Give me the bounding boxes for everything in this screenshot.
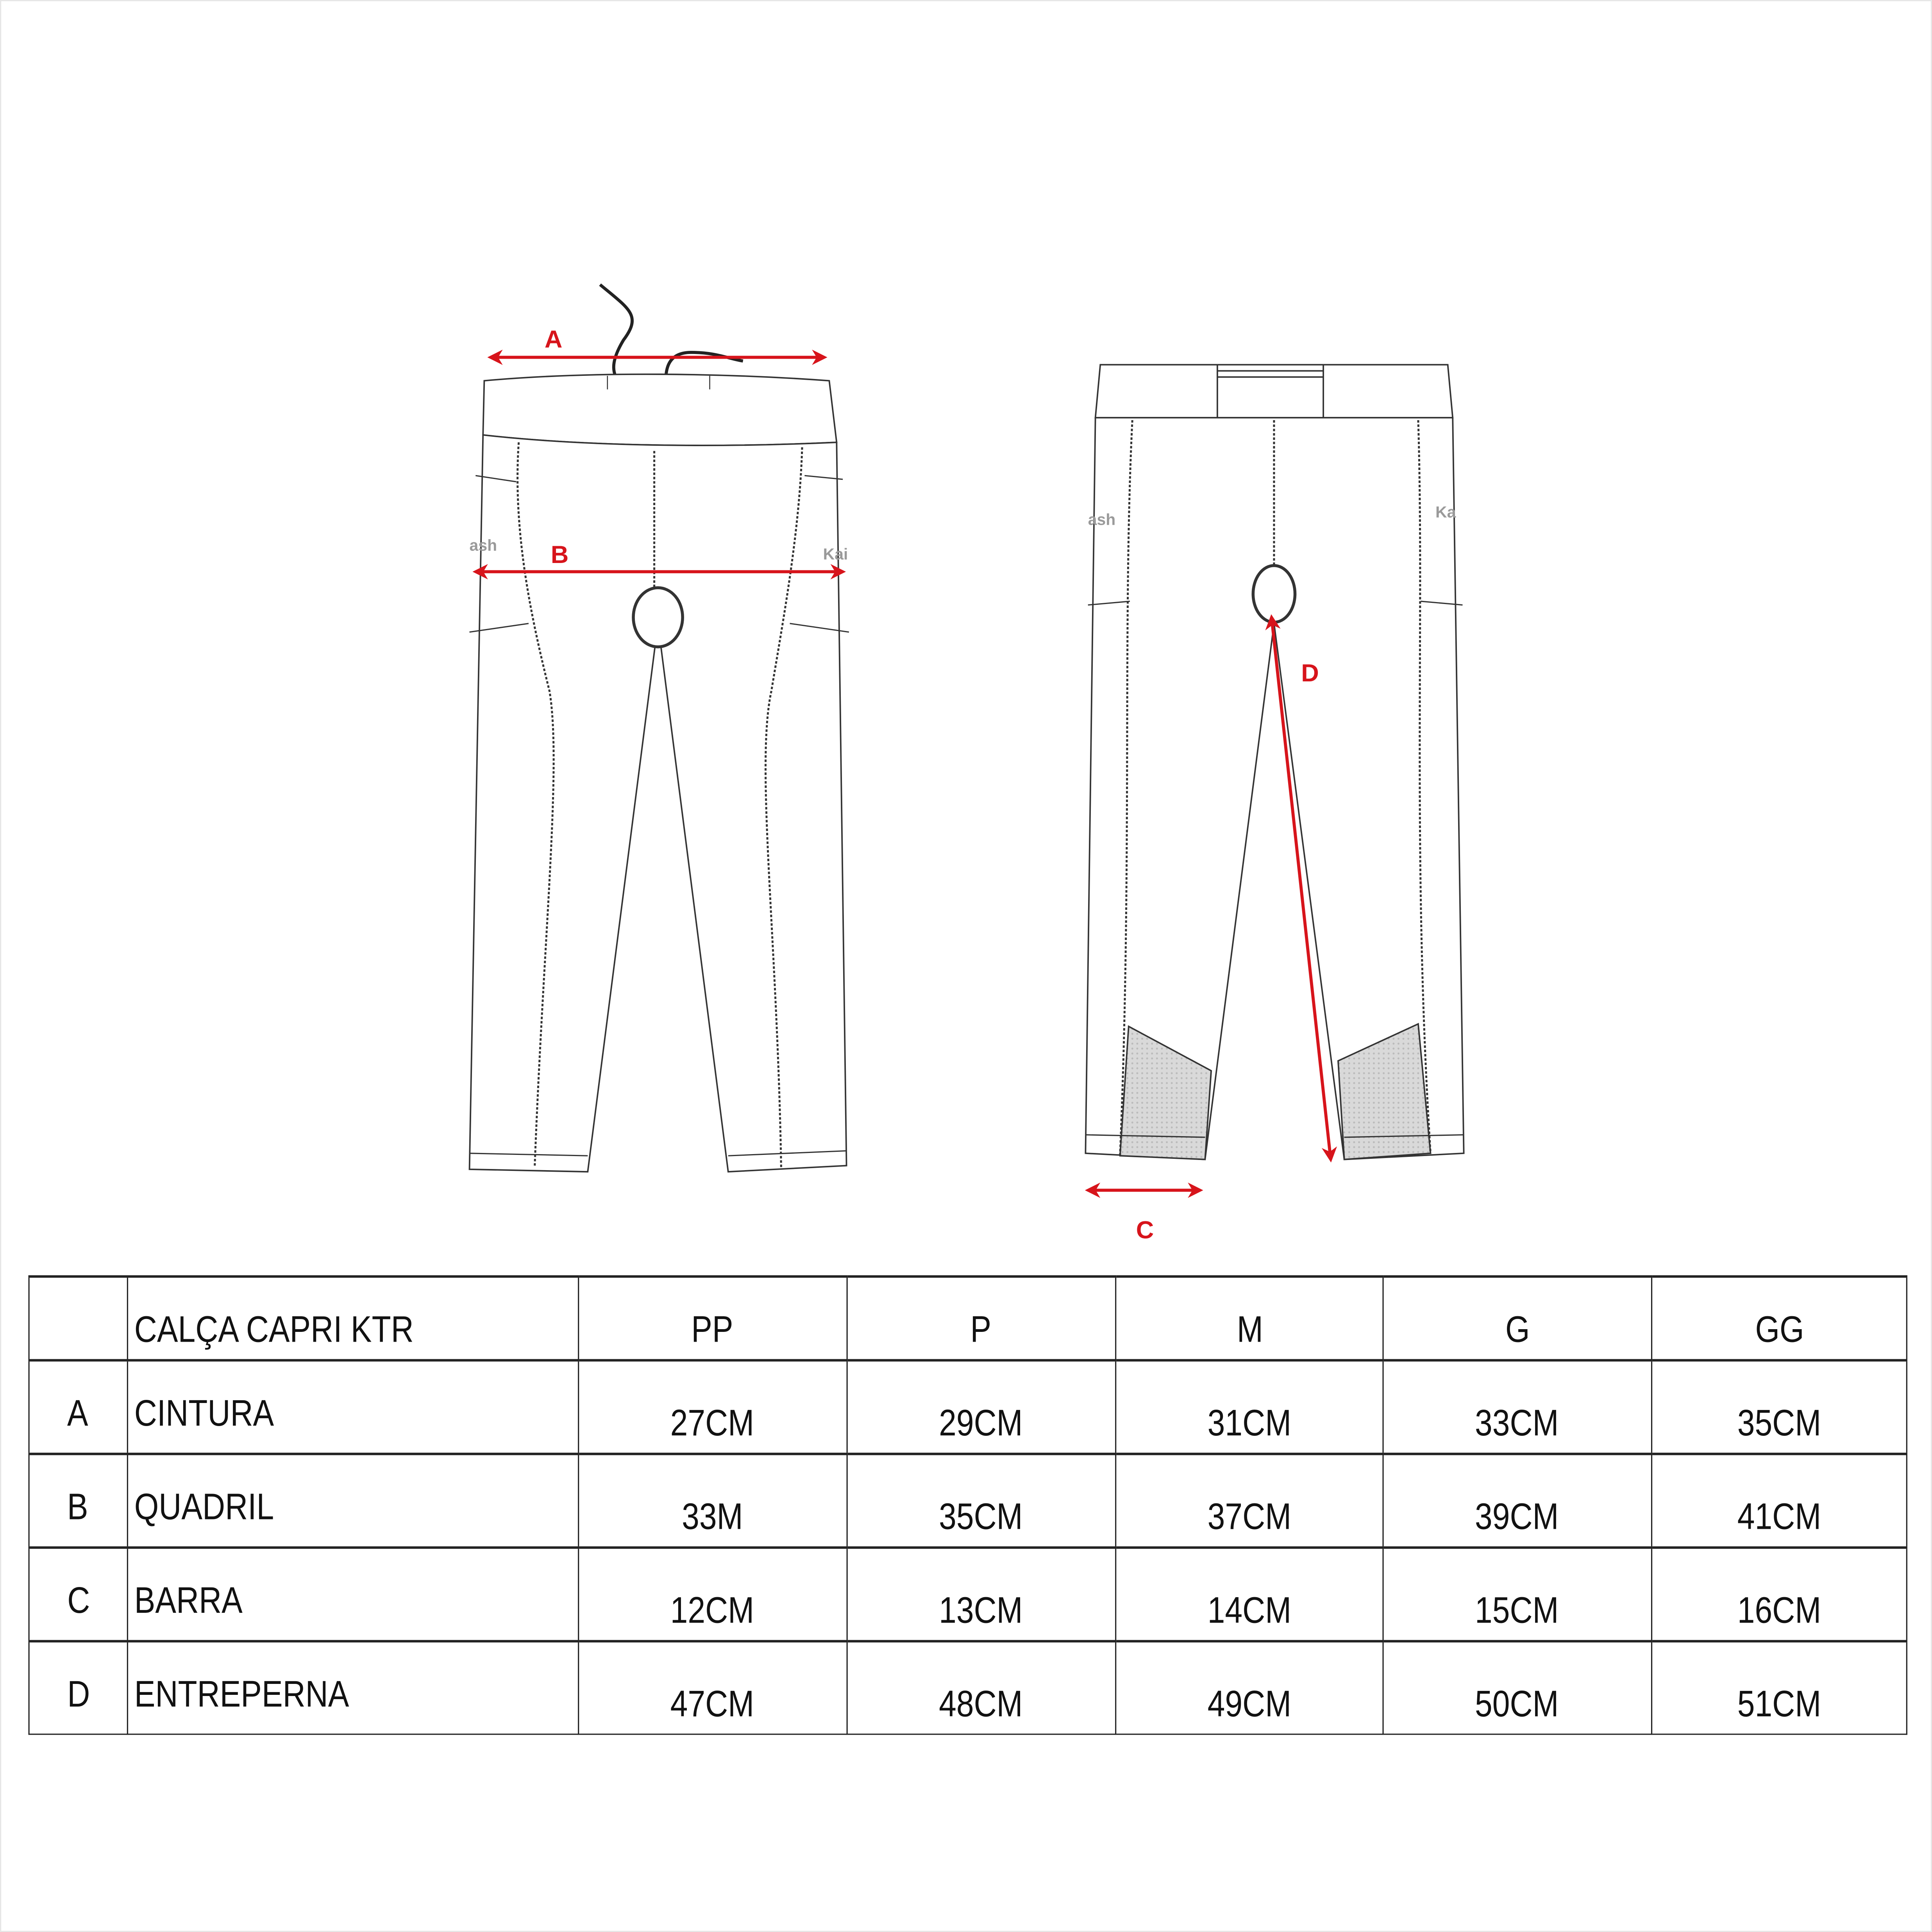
row-key: D (67, 1674, 90, 1715)
label-a: A (544, 325, 563, 353)
cell-value: 27CM (671, 1403, 755, 1444)
table-row (29, 1454, 1907, 1548)
brand-logo-back-left: ash (1088, 510, 1116, 529)
label-d: D (1301, 659, 1319, 687)
front-view-pants (470, 285, 849, 1172)
cell-value: 16CM (1737, 1591, 1821, 1632)
row-name: BARRA (134, 1581, 243, 1622)
table-row (29, 1641, 1907, 1734)
label-b: B (550, 541, 569, 569)
size-header-p: P (971, 1310, 992, 1351)
cell-value: 51CM (1737, 1684, 1821, 1725)
size-table (29, 1275, 1907, 1735)
cell-value: 35CM (1737, 1403, 1821, 1444)
table-header-row (29, 1276, 1907, 1360)
size-header-pp: PP (692, 1310, 734, 1351)
cell-value: 13CM (939, 1591, 1024, 1632)
cell-value: 37CM (1207, 1497, 1292, 1538)
cell-value: 12CM (671, 1591, 755, 1632)
table-row (29, 1360, 1907, 1454)
front-body (470, 435, 847, 1172)
row-key: A (68, 1393, 89, 1434)
cell-value: 48CM (939, 1684, 1024, 1725)
size-header-gg: GG (1755, 1310, 1804, 1351)
product-title: CALÇA CAPRI KTR (134, 1310, 414, 1351)
garment-technical-drawing (1, 1, 1932, 1283)
size-header-g: G (1505, 1310, 1530, 1351)
cell-value: 50CM (1475, 1684, 1560, 1725)
row-name: ENTREPERNA (134, 1674, 349, 1715)
cell-value: 31CM (1207, 1403, 1292, 1444)
cell-value: 33M (682, 1497, 743, 1538)
back-view-pants (1085, 365, 1464, 1159)
cell-value: 41CM (1737, 1497, 1821, 1538)
cell-value: 39CM (1475, 1497, 1560, 1538)
empty-header-cell (29, 1276, 127, 1360)
table-row (29, 1548, 1907, 1641)
brand-logo-front-left: ash (469, 536, 497, 554)
row-name: CINTURA (134, 1393, 274, 1434)
cell-value: 49CM (1207, 1684, 1292, 1725)
cell-value: 14CM (1207, 1591, 1292, 1632)
size-header-m: M (1236, 1310, 1263, 1351)
brand-logo-back-right: Ka (1435, 503, 1456, 521)
front-waistband (483, 374, 836, 445)
cell-value: 33CM (1475, 1403, 1560, 1444)
row-key: C (67, 1581, 90, 1622)
label-c: C (1136, 1216, 1154, 1244)
row-name: QUADRIL (134, 1487, 274, 1528)
cell-value: 29CM (939, 1403, 1024, 1444)
cell-value: 35CM (939, 1497, 1024, 1538)
brand-logo-front-right: Kai (823, 545, 848, 563)
cell-value: 47CM (671, 1684, 755, 1725)
row-key: B (68, 1487, 89, 1528)
back-waistband (1096, 365, 1453, 418)
cell-value: 15CM (1475, 1591, 1560, 1632)
